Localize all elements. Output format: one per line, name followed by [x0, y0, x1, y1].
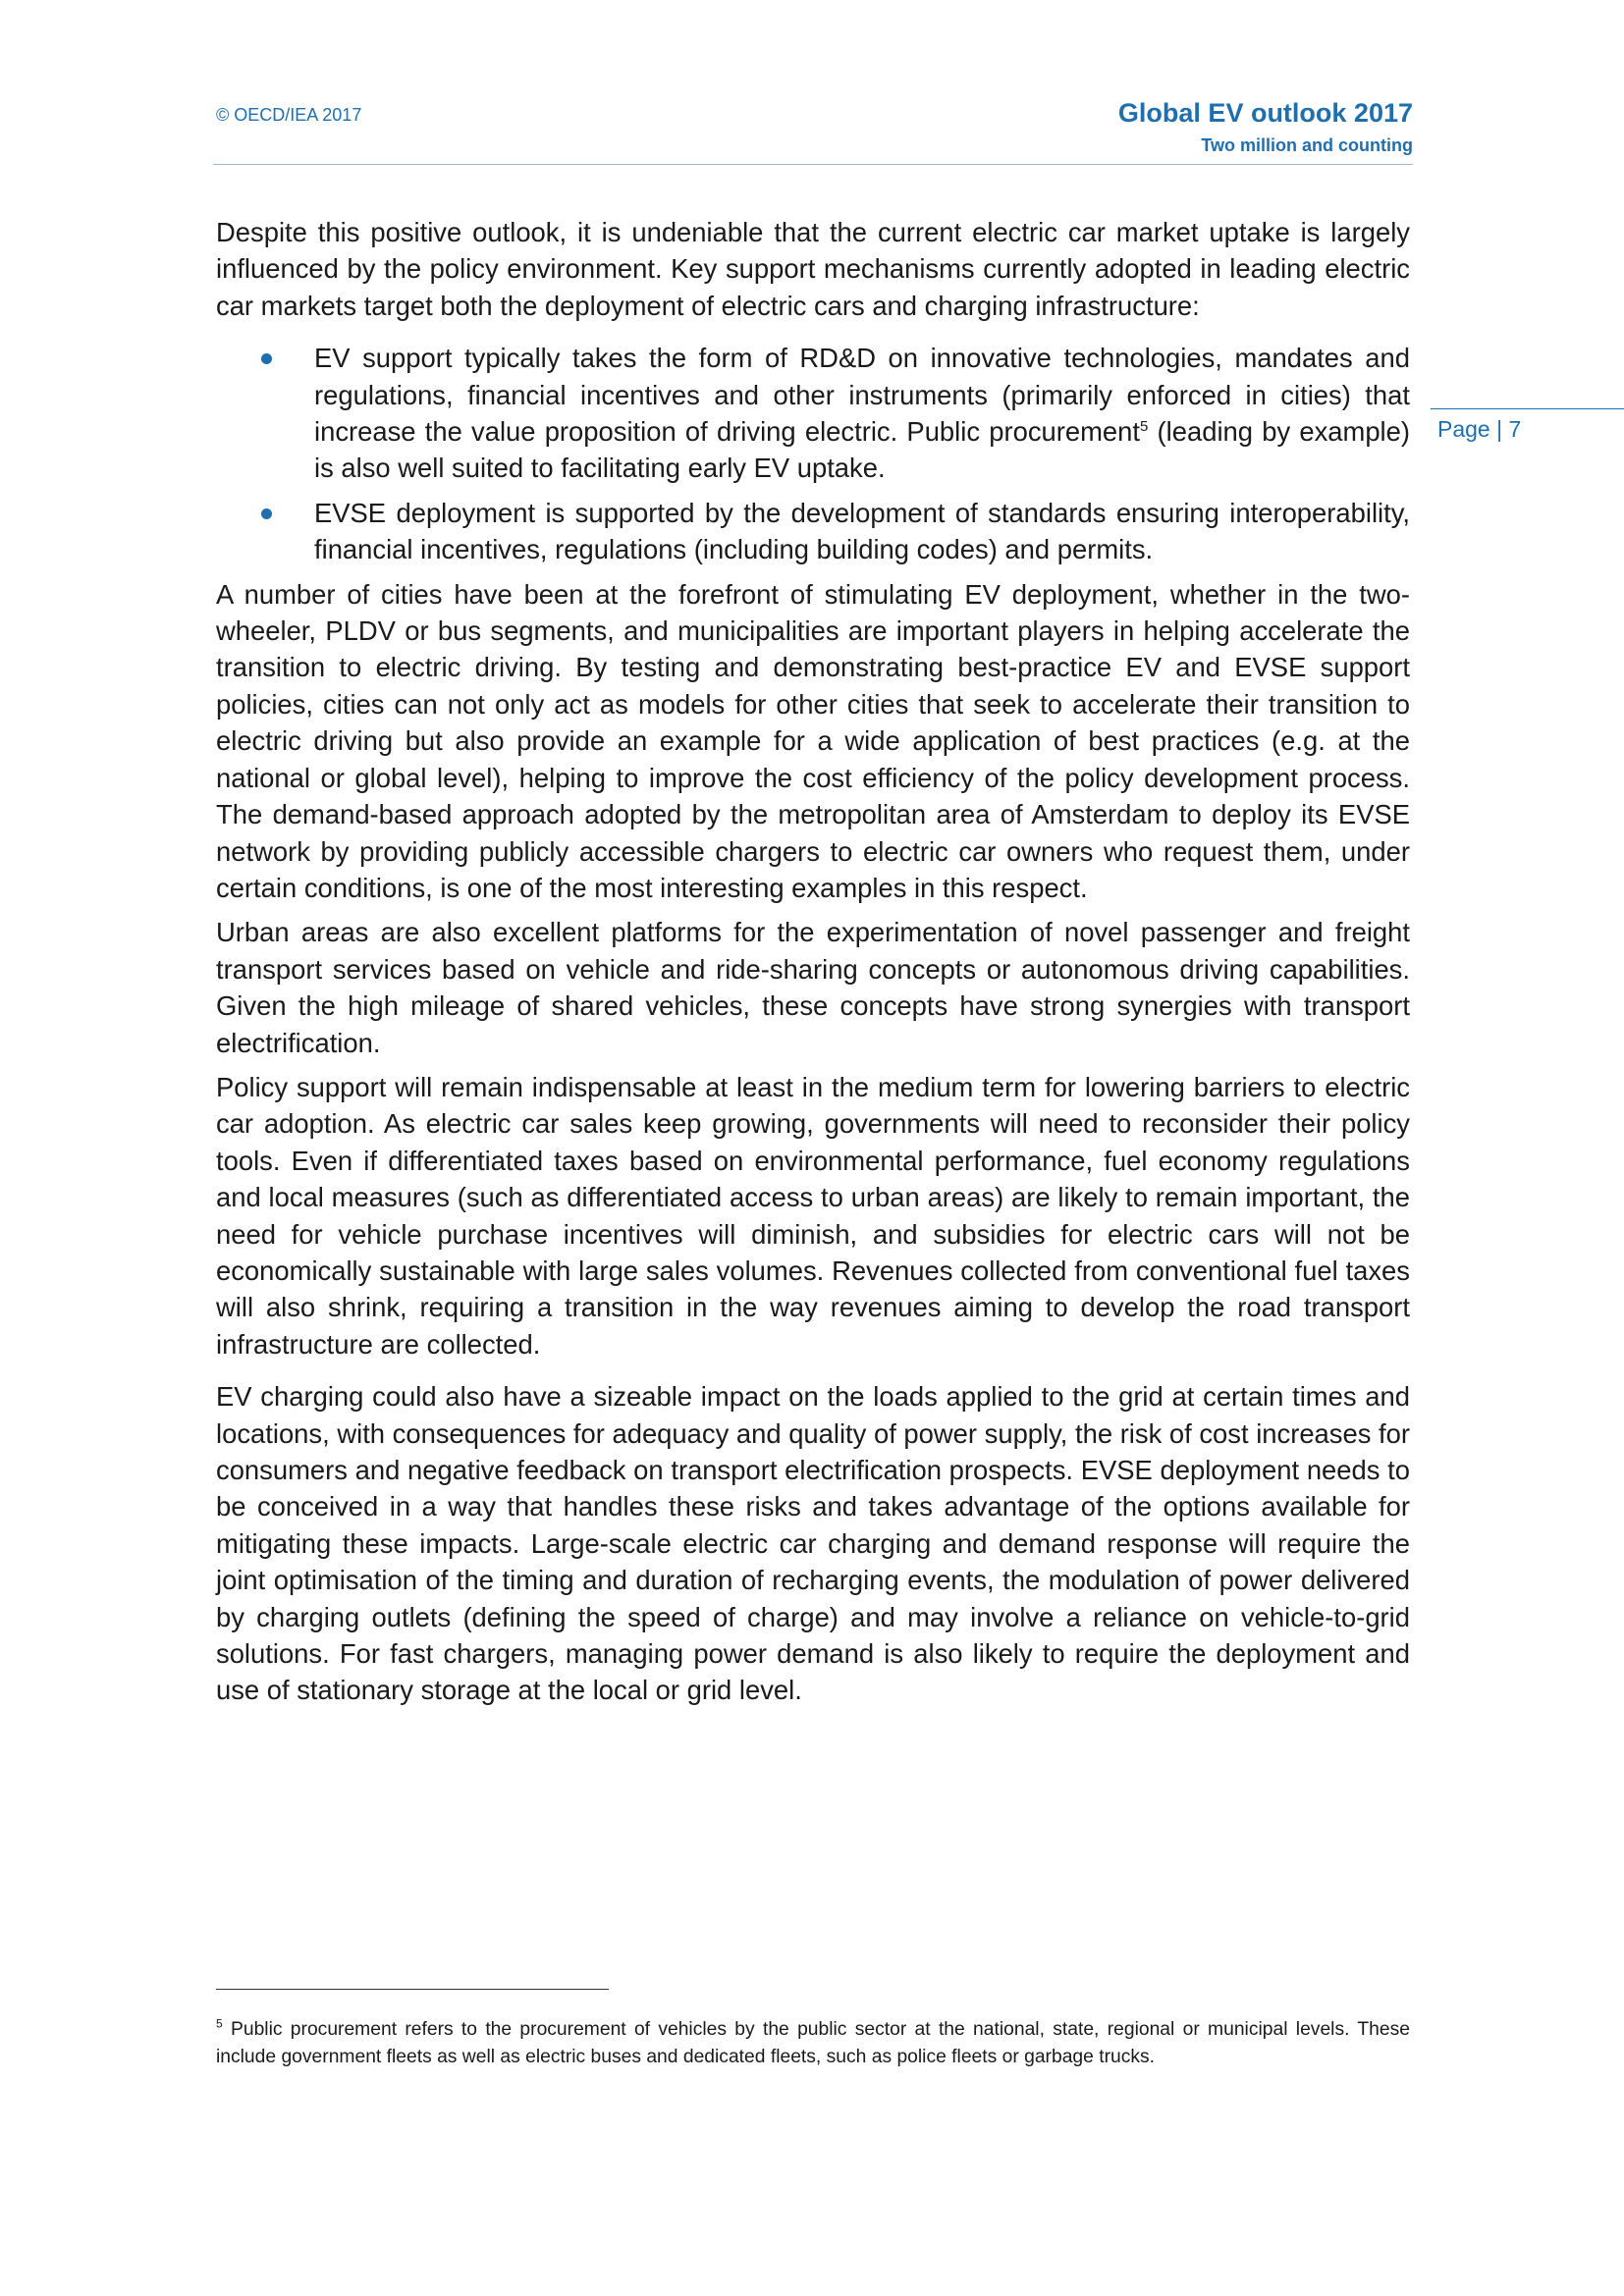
page-number: Page | 7 [1437, 416, 1522, 442]
bullet-text: EV support typically takes the form of RD&D on innovative technologies, mandates and regulations, financial incentives and other instruments (primarily enforced in cities) that increase the value proposition of driving electric. Public procurement [314, 343, 1410, 448]
list-item [314, 340, 1410, 487]
intro-paragraph: Despite this positive outlook, it is undeniable that the current electric car market uptake is largely influenced by the policy environment. Key support mechanisms currently adopted in leading electric car markets target both the deployment of electric cars and charging infrastructure: [216, 217, 1410, 321]
footnote-reference[interactable]: 5 [1140, 417, 1149, 435]
body-text [216, 214, 1410, 1717]
footnote-divider [216, 1989, 609, 1990]
footnote-text: Public procurement refers to the procurement of vehicles by the public sector at the national, state, regional or municipal levels. These include government fleets as well as electric buses and dedicated fleets, such as police fleets or garbage trucks. [216, 2019, 1410, 2067]
paragraph-cities: A number of cities have been at the forefront of stimulating EV deployment, whether in the two-wheeler, PLDV or bus segments, and municipalities are important players in helping accelerate the transition to electric driving. By testing and demonstrating best-practice EV and EVSE support policies, cities can not only act as models for other cities that seek to accelerate their transition to electric driving but also provide an example for a wide application of best practices (e.g. at the national or global level), helping to improve the cost efficiency of the policy development process. The demand-based approach adopted by the metropolitan area of Amsterdam to deploy its EVSE network by providing publicly accessible chargers to electric car owners who request them, under certain conditions, is one of the most interesting examples in this respect. [216, 578, 1410, 903]
footnote [216, 2016, 1410, 2071]
paragraph-ev-charging: EV charging could also have a sizeable impact on the loads applied to the grid at certain times and locations, with consequences for adequacy and quality of power supply, the risk of cost increases for consumers and negative feedback on transport electrification prospects. EVSE deployment needs to be conceived in a way that handles these risks and takes advantage of the options available for mitigating these impacts. Large-scale electric car charging and demand response will require the joint optimisation of the timing and duration of recharging events, the modulation of power delivered by charging outlets (defining the speed of charge) and may involve a reliance on vehicle-to-grid solutions. For fast chargers, managing power demand is also likely to require the deployment and use of stationary storage at the local or grid level. [216, 1381, 1410, 1706]
bullet-text: EVSE deployment is supported by the development of standards ensuring interoperability, financial incentives, regulations (including building codes) and permits. [314, 497, 1410, 565]
header-divider [213, 164, 1413, 165]
footnote-marker: 5 [216, 2016, 223, 2031]
bullet-icon [261, 353, 272, 364]
list-item [314, 495, 1410, 568]
paragraph-policy-support: Policy support will remain indispensable at least in the medium term for lowering barriers to electric car adoption. As electric car sales keep growing, governments will need to reconsider their policy tools. Even if differentiated taxes based on environmental performance, fuel economy regulations and local measures (such as differentiated access to urban areas) are likely to remain important, the need for vehicle purchase incentives will diminish, and subsidies for electric cars will not be economically sustainable with large sales volumes. Revenues collected from conventional fuel taxes will also shrink, requiring a transition in the way revenues aiming to develop the road transport infrastructure are collected. [216, 1071, 1410, 1360]
paragraph-urban-areas: Urban areas are also excellent platforms for the experimentation of novel passenger and freight transport services based on vehicle and ride-sharing concepts or autonomous driving capabilities. Given the high mileage of shared vehicles, these concepts have strong synergies with transport electrification. [216, 917, 1410, 1058]
header-subtitle: Two million and counting [1201, 135, 1413, 155]
bullet-icon [261, 508, 272, 519]
support-mechanisms-list [216, 340, 1410, 567]
header-copyright: © OECD/IEA 2017 [216, 105, 362, 125]
header-title: Global EV outlook 2017 [1117, 98, 1413, 128]
bullet-text-continued: (leading by example) is also well suited to facilitating early EV uptake. [314, 416, 1410, 484]
page-number-rule [1431, 408, 1624, 409]
